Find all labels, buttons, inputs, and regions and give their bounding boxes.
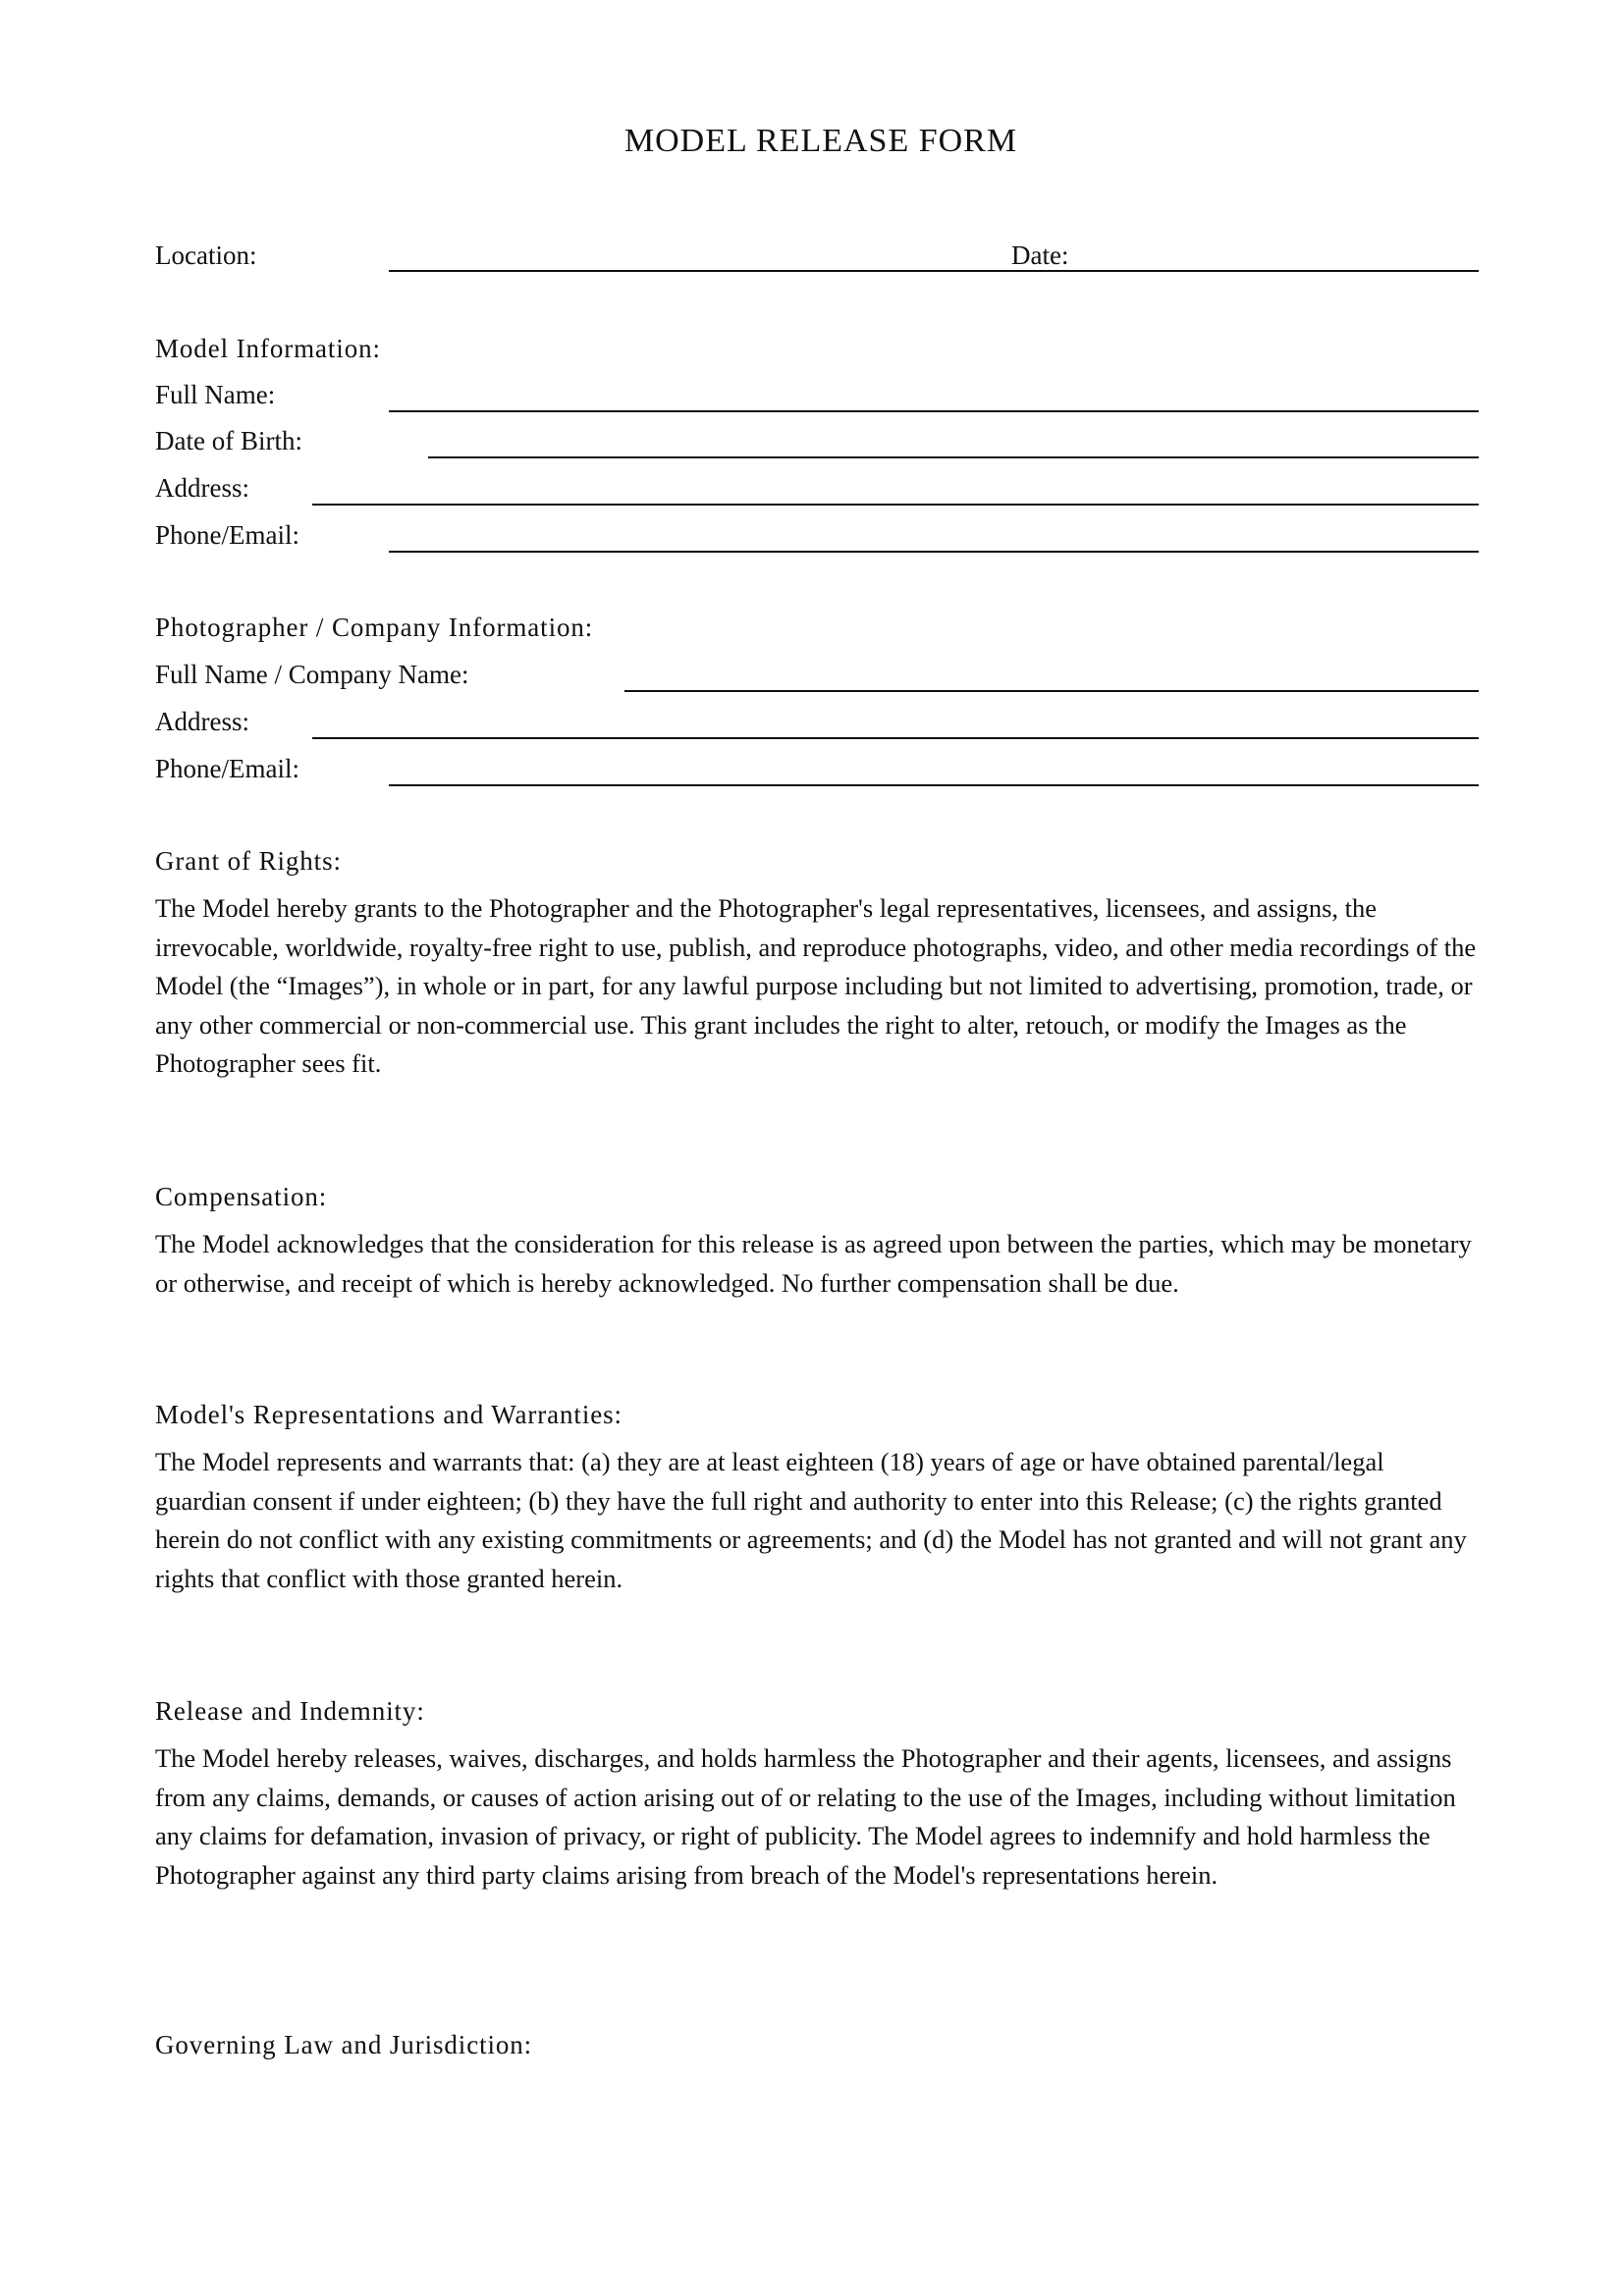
- form-title: MODEL RELEASE FORM: [623, 123, 1018, 159]
- indemnity-body: The Model hereby releases, waives, discharges, and holds harmless the Photographer and their agents, licensees, and assigns from any claims, demands, or causes of action arising out of or relating to the use of the Images, including without limitation any claims for defamation, invasion of privacy, or right of publicity. The Model agrees to indemnify and hold harmless the Photographer against any third party claims arising from breach of the Model's representations herein.: [155, 1743, 1456, 1890]
- warranties-heading: Model's Representations and Warranties:: [155, 1400, 623, 1429]
- model-dob-label: Date of Birth:: [155, 426, 302, 455]
- grant-of-rights-body: The Model hereby grants to the Photographer and the Photographer's legal representatives, licensees, and assigns, the irrevocable, worldwide, royalty-free right to use, publish, and reproduce photographs, video, and other media recordings of the Model (the “Images”), in whole or in part, for any lawful purpose including but not limited to advertising, promotion, trade, or any other commercial or non-commercial use. This grant includes the right to alter, retouch, or modify the Images as the Photographer sees fit.: [155, 893, 1477, 1078]
- indemnity-heading: Release and Indemnity:: [155, 1696, 425, 1726]
- grant-of-rights-heading: Grant of Rights:: [155, 846, 342, 876]
- model-full-name-field[interactable]: [389, 410, 1479, 412]
- model-phone-email-label: Phone/Email:: [155, 520, 299, 550]
- location-label: Location:: [155, 240, 257, 270]
- photographer-info-heading: Photographer / Company Information:: [155, 613, 594, 642]
- photographer-phone-email-label: Phone/Email:: [155, 754, 299, 783]
- compensation-body: The Model acknowledges that the consideration for this release is as agreed upon between the parties, which may be monetary or otherwise, and receipt of which is hereby acknowledged. No further compensation shall be due.: [155, 1229, 1472, 1298]
- photographer-name-field[interactable]: [624, 690, 1479, 692]
- model-info-heading: Model Information:: [155, 334, 381, 363]
- photographer-name-label: Full Name / Company Name:: [155, 660, 469, 689]
- location-field[interactable]: [389, 270, 1479, 272]
- model-address-field[interactable]: [312, 504, 1479, 506]
- date-label: Date:: [1011, 240, 1069, 270]
- model-phone-email-field[interactable]: [389, 551, 1479, 553]
- model-full-name-label: Full Name:: [155, 380, 276, 409]
- model-dob-field[interactable]: [428, 456, 1479, 458]
- photographer-address-field[interactable]: [312, 737, 1479, 739]
- photographer-address-label: Address:: [155, 707, 249, 736]
- warranties-body: The Model represents and warrants that: (a) they are at least eighteen (18) years of age or have obtained parental/legal guardian consent if under eighteen; (b) they have the full right and authority to enter into this Release; (c) the rights granted herein do not conflict with any existing commitments or agreements; and (d) the Model has not granted and will not grant any rights that conflict with those granted herein.: [155, 1447, 1467, 1593]
- photographer-phone-email-field[interactable]: [389, 784, 1479, 786]
- compensation-heading: Compensation:: [155, 1182, 328, 1211]
- governing-law-heading: Governing Law and Jurisdiction:: [155, 2030, 533, 2059]
- model-address-label: Address:: [155, 473, 249, 503]
